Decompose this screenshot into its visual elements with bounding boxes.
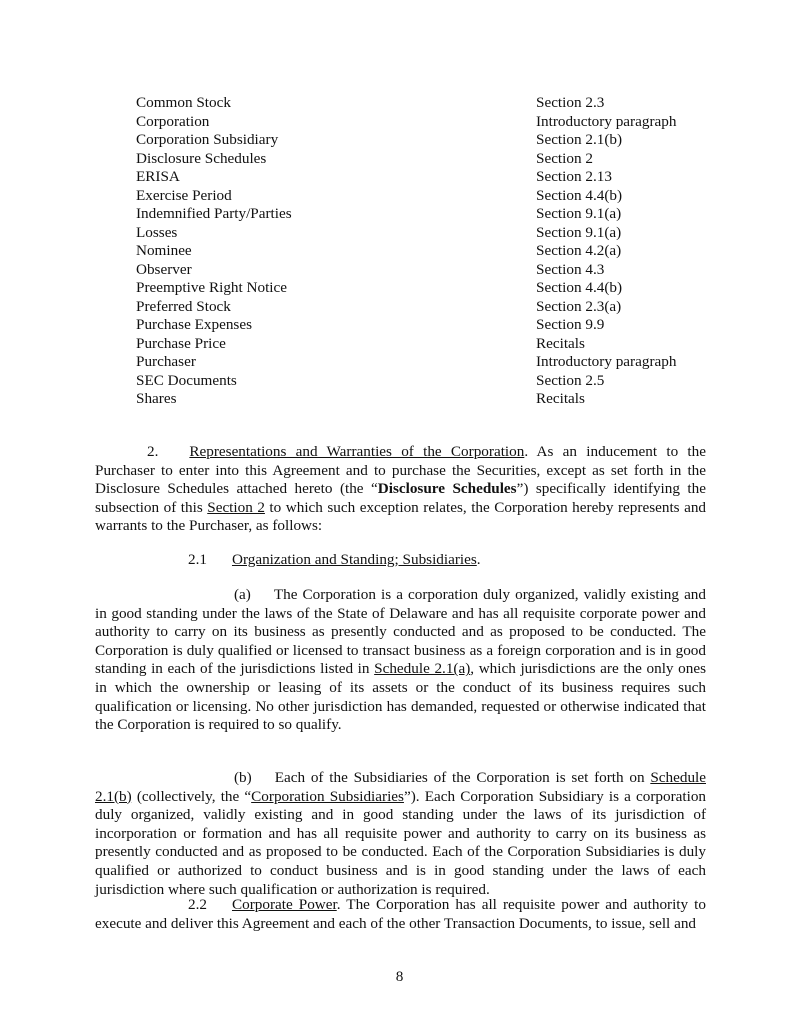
definition-row xyxy=(136,131,736,150)
definition-location: Section 4.2(a) xyxy=(536,242,622,259)
section-2-text: . As an inducement to the Purchaser to enter into this Agreement and to purchase the Securities, except as set forth in the Disclosure Schedules attached hereto (the “ xyxy=(95,443,706,498)
defined-term: Disclosure Schedules xyxy=(377,480,517,498)
section-2-paragraph xyxy=(95,443,706,536)
definition-term: Disclosure Schedules xyxy=(136,149,267,167)
definition-row xyxy=(136,205,736,224)
paragraph-b-text: (collectively, the “ xyxy=(131,787,252,805)
definition-location: Section 2.3 xyxy=(536,94,605,111)
section-2-heading: Representations and Warranties of the Corporation xyxy=(189,443,525,460)
definition-row xyxy=(136,242,736,261)
schedule-reference: Schedule 2.1(b) xyxy=(95,769,706,805)
definition-row xyxy=(136,168,736,187)
definition-row xyxy=(136,279,736,298)
section-2-2-number: 2.2 xyxy=(188,896,207,913)
definition-term: Preferred Stock xyxy=(136,297,231,315)
definition-term: Preemptive Right Notice xyxy=(136,279,287,296)
paragraph-a-text: The Corporation is a corporation duly organized, validly existing and in good standing under the laws of the State of Delaware and has all requisite corporate power and authority to carry on its business as presently conducted and as proposed to be conducted. The Corporation is duly qualified or licensed to transact business as a foreign corporation and is in good standing in each of the jurisdictions listed in xyxy=(95,586,706,678)
definition-location: Section 2.5 xyxy=(536,371,605,389)
definition-location: Section 9.9 xyxy=(536,316,605,333)
section-2-1-period: . xyxy=(476,551,481,568)
section-2-1-number: 2.1 xyxy=(188,551,207,568)
page-number: 8 xyxy=(395,968,404,985)
definition-row xyxy=(136,316,736,335)
definition-row xyxy=(136,372,736,391)
definition-location: Introductory paragraph xyxy=(536,353,677,370)
definition-location: Section 4.3 xyxy=(536,260,605,278)
paragraph-a-label: (a) xyxy=(234,586,251,603)
paragraph-b-text: ”). Each Corporation Subsidiary is a corporation duly organized, validly existing and in good standing under the laws of its jurisdiction of incorporation or formation and has all requisite power and authority to carry on its business as presently conducted and as proposed to be conducted. Each of the Corporation Subsidiaries is duly qualified or authorized to conduct business and is in good standing under the laws of each jurisdiction where such qualification or authorization is required. xyxy=(95,787,707,898)
paragraph-b-label: (b) xyxy=(234,769,252,786)
definition-location: Section 9.1(a) xyxy=(536,205,622,222)
section-2-2-text: . The Corporation has all requisite power and authority to execute and deliver this Agreement and each of the other Transaction Documents, to issue, sell and xyxy=(95,896,706,932)
definition-location: Introductory paragraph xyxy=(536,112,677,130)
definition-term: Losses xyxy=(136,223,178,241)
definition-term: Nominee xyxy=(136,242,192,259)
paragraph-b-text: Each of the Subsidiaries of the Corporation is set forth on xyxy=(274,769,651,786)
definition-location: Section 2.3(a) xyxy=(536,297,622,315)
definition-row xyxy=(136,150,736,169)
paragraph-b xyxy=(95,769,706,899)
definition-term: Purchase Expenses xyxy=(136,316,252,333)
definition-row xyxy=(136,335,736,354)
paragraph-a-text: , which jurisdictions are the only ones in which the ownership or leasing of its assets or the conduct of its business requires such qualification or licensing. No other jurisdiction has demanded, requested or otherwise indicated that the Corporation is required to so qualify. xyxy=(95,660,706,734)
defined-term: Corporation Subsidiaries xyxy=(251,787,404,805)
section-2-1-heading: Organization and Standing; Subsidiaries xyxy=(231,551,477,568)
definition-row xyxy=(136,94,736,113)
definition-location: Section 2.13 xyxy=(536,168,612,185)
section-2-text: ”) specifically identifying the subsection of this xyxy=(95,480,706,516)
definition-term: Corporation xyxy=(136,112,210,130)
section-2-text: to which such exception relates, the Corporation hereby represents and warrants to the Purchaser, as follows: xyxy=(95,498,707,535)
schedule-reference: Schedule 2.1(a) xyxy=(374,660,471,678)
definition-term: Shares xyxy=(136,390,177,407)
definition-row xyxy=(136,390,736,409)
definition-row xyxy=(136,224,736,243)
definition-row xyxy=(136,261,736,280)
definitions-table xyxy=(136,94,736,409)
definition-row xyxy=(136,187,736,206)
definition-location: Recitals xyxy=(536,390,585,407)
definition-term: Purchaser xyxy=(136,353,196,370)
definition-location: Section 9.1(a) xyxy=(536,223,622,241)
paragraph-a xyxy=(95,586,706,735)
section-2-1-heading-line xyxy=(95,551,706,570)
definition-row xyxy=(136,298,736,317)
definition-term: Corporation Subsidiary xyxy=(136,131,279,148)
definition-row xyxy=(136,353,736,372)
section-reference: Section 2 xyxy=(207,498,265,516)
definition-location: Section 2 xyxy=(536,149,593,167)
definition-term: Observer xyxy=(136,260,192,278)
definition-row xyxy=(136,113,736,132)
definition-term: ERISA xyxy=(136,168,180,185)
section-2-2-heading: Corporate Power xyxy=(231,896,337,913)
definition-term: Common Stock xyxy=(136,94,231,111)
definition-location: Section 4.4(b) xyxy=(536,279,623,296)
section-2-2-paragraph xyxy=(95,896,706,933)
definition-term: Indemnified Party/Parties xyxy=(136,205,292,222)
definition-term: SEC Documents xyxy=(136,371,237,389)
definition-location: Section 2.1(b) xyxy=(536,131,623,148)
definition-term: Purchase Price xyxy=(136,334,226,352)
definition-location: Recitals xyxy=(536,334,585,352)
section-2-number: 2. xyxy=(147,443,159,460)
definition-location: Section 4.4(b) xyxy=(536,186,623,204)
definition-term: Exercise Period xyxy=(136,186,232,204)
